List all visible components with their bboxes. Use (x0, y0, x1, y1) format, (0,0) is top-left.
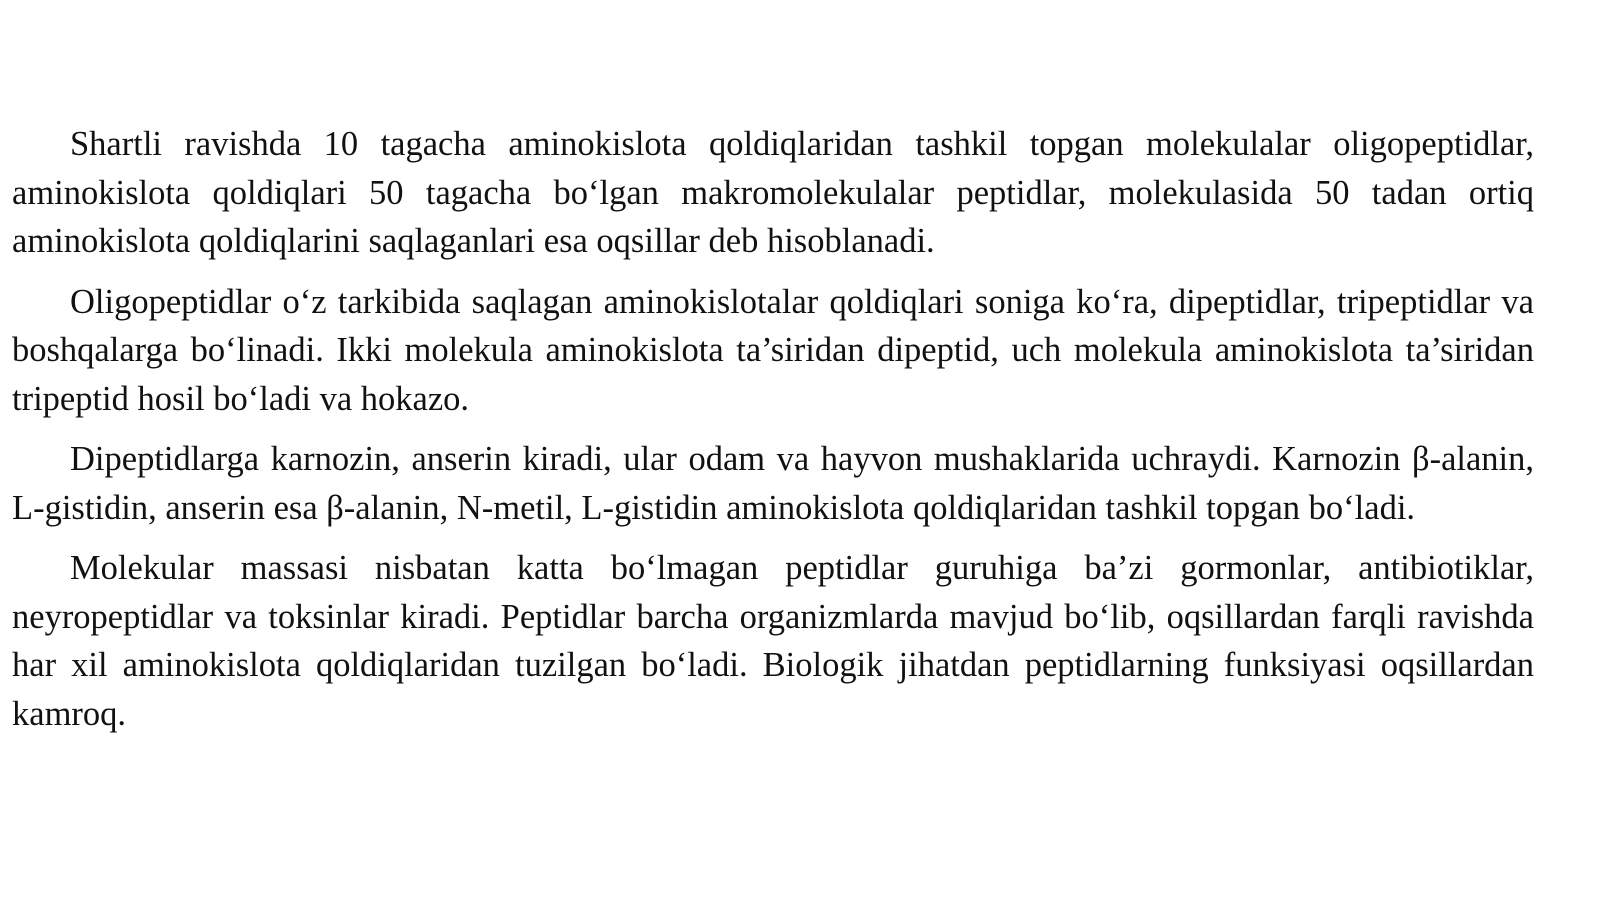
paragraph-dipeptide-tripeptide: Oligopeptidlar o‘z tarkibida saqlagan aminokislotalar qoldiqlari soniga ko‘ra, dipeptidlar, tripeptidlar va boshqalarga bo‘linadi. Ikki molekula aminokislota ta’siridan dipeptid, uch molekula aminokislota ta’siridan tripeptid hosil bo‘ladi va hokazo. (12, 282, 1534, 418)
paragraph-oligopeptide-definition: Shartli ravishda 10 tagacha aminokislota qoldiqlaridan tashkil topgan molekulalar oligopeptidlar, aminokislota qoldiqlari 50 tagacha bo‘lgan makromolekulalar peptidlar, molekulasida 50 tadan ortiq aminokislota qoldiqlarini saqlaganlari esa oqsillar deb hisoblanadi. (12, 125, 1534, 260)
paragraph-karnozin-anserin: Dipeptidlarga karnozin, anserin kiradi, ular odam va hayvon mushaklarida uchraydi. Karnozin β-alanin, L-gistidin, anserin esa β-alanin, N-metil, L-gistidin aminokislota qoldiqlaridan tashkil topgan bo‘ladi. (12, 440, 1534, 527)
document-page (12, 120, 1534, 750)
paragraph-peptide-functions: Molekular massasi nisbatan katta bo‘lmagan peptidlar guruhiga ba’zi gormonlar, antibiotiklar, neyropeptidlar va toksinlar kiradi. Peptidlar barcha organizmlarda mavjud bo‘lib, oqsillardan farqli ravishda har xil aminokislota qoldiqlaridan tuzilgan bo‘ladi. Biologik jihatdan peptidlarning funksiyasi oqsillardan kamroq. (12, 549, 1534, 733)
